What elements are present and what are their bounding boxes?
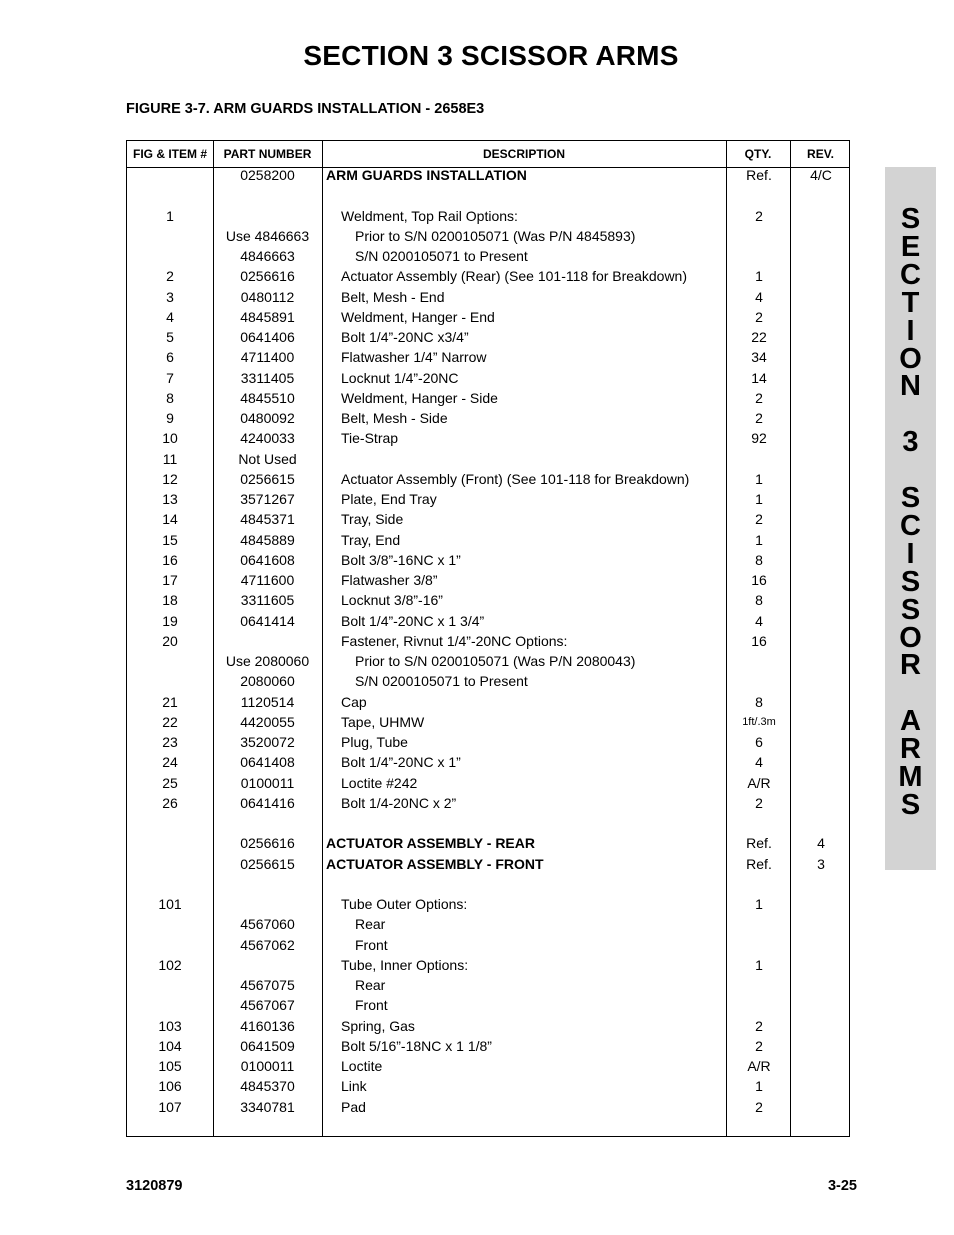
description: Bolt 5/16”-18NC x 1 1/8” (341, 1037, 492, 1054)
item-number: 5 (166, 329, 174, 345)
description: Front (355, 936, 388, 953)
part-number: 3311405 (240, 369, 295, 386)
table-row (127, 692, 849, 712)
part-number: 0480112 (240, 288, 295, 305)
table-row (127, 185, 849, 205)
quantity: 6 (755, 734, 763, 750)
description: Spring, Gas (341, 1017, 415, 1034)
part-number: 0256615 (240, 855, 295, 872)
table-row (127, 935, 849, 955)
item-number: 9 (166, 410, 174, 426)
table-row (127, 651, 849, 671)
part-number: 4567062 (240, 936, 295, 953)
table-row (127, 914, 849, 934)
table-row (127, 833, 849, 853)
quantity: 2 (755, 1037, 763, 1054)
description: Rear (355, 977, 386, 993)
quantity: 4 (755, 612, 763, 629)
page-number: 3-25 (827, 1178, 857, 1194)
section-title: SECTION 3 SCISSOR ARMS (303, 40, 679, 71)
item-number: 3 (166, 288, 174, 305)
side-tab-letter: C (900, 258, 921, 291)
description: Bolt 1/4-20NC x 2” (341, 794, 457, 811)
revision: 4 (817, 835, 825, 852)
quantity: 1ft/.3m (742, 715, 776, 728)
table-row (127, 793, 849, 813)
part-number: 0256615 (240, 470, 295, 487)
parts-table (126, 140, 850, 1137)
quantity: 16 (751, 632, 767, 649)
quantity: 4 (755, 754, 763, 771)
description: Locknut 1/4”-20NC (341, 369, 459, 386)
description: Actuator Assembly (Rear) (See 101-118 for Breakdown) (341, 268, 688, 285)
description: Pad (341, 1098, 366, 1115)
item-number: 10 (162, 430, 178, 447)
quantity: 2 (755, 1098, 763, 1115)
quantity: 14 (751, 369, 767, 386)
description: Tube, Inner Options: (341, 956, 469, 973)
side-tab-letter: R (900, 733, 921, 766)
side-tab-letter: S (900, 565, 921, 598)
part-number: 0256616 (240, 835, 295, 852)
item-number: 8 (166, 389, 174, 406)
quantity: 92 (751, 430, 767, 447)
item-number: 21 (162, 693, 178, 710)
part-number: Not Used (238, 450, 297, 467)
item-number: 13 (162, 491, 178, 507)
item-number: 25 (162, 774, 178, 791)
description: ACTUATOR ASSEMBLY - REAR (326, 835, 535, 852)
revision: 3 (817, 855, 825, 872)
description: Bolt 3/8”-16NC x 1” (341, 551, 461, 568)
side-tab-letter: S (900, 593, 921, 626)
item-number: 1 (166, 207, 174, 224)
item-number: 105 (158, 1058, 182, 1074)
item-number: 20 (162, 632, 178, 649)
part-number: 0641509 (240, 1037, 295, 1054)
part-number: 4711400 (240, 349, 295, 366)
description: Bolt 1/4”-20NC x 1 3/4” (341, 612, 485, 629)
description: Flatwasher 3/8” (341, 572, 438, 588)
description: ARM GUARDS INSTALLATION (326, 167, 527, 183)
description: Plug, Tube (341, 734, 408, 750)
part-number: 2080060 (240, 673, 295, 690)
table-row (127, 1016, 849, 1036)
part-number: 4845371 (240, 511, 295, 528)
side-tab-letter: S (900, 203, 921, 235)
quantity: 1 (755, 956, 763, 973)
description: Loctite (341, 1058, 383, 1074)
figure-title: FIGURE 3-7. ARM GUARDS INSTALLATION - 2658E3 (126, 101, 485, 117)
side-tab-letter: S (900, 482, 921, 514)
item-number: 26 (162, 794, 178, 811)
description: Flatwasher 1/4” Narrow (341, 349, 487, 366)
table-row (127, 1056, 849, 1076)
description: Belt, Mesh - End (341, 288, 445, 305)
table-row (127, 206, 849, 226)
quantity: 8 (755, 693, 763, 710)
part-number: 0641414 (240, 612, 295, 629)
table-row (127, 752, 849, 772)
side-tab-letter: N (900, 370, 921, 403)
description: Weldment, Hanger - End (341, 308, 495, 325)
item-number: 7 (166, 369, 174, 386)
part-number: Use 4846663 (225, 227, 310, 244)
quantity: 2 (755, 410, 763, 426)
part-number: 4845510 (240, 389, 295, 406)
table-row (127, 570, 849, 590)
description: Prior to S/N 0200105071 (Was P/N 2080043) (355, 653, 636, 669)
quantity: Ref. (746, 855, 772, 872)
description: Weldment, Hanger - Side (341, 389, 498, 406)
quantity: A/R (747, 774, 771, 791)
description: Actuator Assembly (Front) (See 101-118 for Breakdown) (341, 470, 690, 487)
header-description: DESCRIPTION (482, 147, 565, 161)
part-number: 4711600 (240, 572, 295, 588)
part-number: 0100011 (240, 774, 295, 791)
part-number: 0258200 (240, 167, 295, 183)
item-number: 4 (166, 308, 174, 325)
table-row (127, 550, 849, 570)
side-tab-letter: 3 (902, 426, 919, 459)
side-tab-letter: T (901, 286, 920, 319)
quantity: A/R (747, 1058, 771, 1074)
description: Tie-Strap (341, 430, 399, 447)
side-tab-letter: I (906, 537, 915, 570)
table-row (127, 975, 849, 995)
description: Plate, End Tray (341, 491, 437, 507)
table-row (127, 590, 849, 610)
part-number: Use 2080060 (225, 653, 310, 669)
side-tab-letter: C (900, 509, 921, 542)
table-row (127, 408, 849, 428)
part-number: 4567060 (240, 916, 295, 933)
part-number: 1120514 (240, 693, 295, 710)
part-number: 4160136 (240, 1017, 295, 1034)
item-number: 2 (166, 268, 174, 285)
table-row (127, 671, 849, 691)
table-row (127, 347, 849, 367)
description: Weldment, Top Rail Options: (341, 207, 518, 224)
description: ACTUATOR ASSEMBLY - FRONT (326, 855, 544, 872)
item-number: 103 (158, 1017, 182, 1034)
description: Tray, Side (341, 511, 404, 528)
quantity: Ref. (746, 167, 772, 183)
table-row (127, 509, 849, 529)
table-row (127, 631, 849, 651)
quantity: 1 (755, 896, 763, 912)
table-row (127, 894, 849, 914)
description: Rear (355, 916, 386, 933)
part-number: 0641608 (240, 551, 295, 568)
table-row (127, 854, 849, 874)
quantity: 16 (751, 572, 767, 588)
quantity: 1 (755, 470, 763, 487)
quantity: 34 (751, 349, 767, 366)
side-tab-letter: R (900, 649, 921, 682)
description: Locknut 3/8”-16” (341, 592, 443, 609)
table-row (127, 1076, 849, 1096)
part-number: 3571267 (240, 491, 295, 507)
quantity: Ref. (746, 835, 772, 852)
item-number: 6 (166, 349, 174, 366)
item-number: 102 (158, 956, 182, 973)
part-number: 0641416 (240, 794, 295, 811)
description: Belt, Mesh - Side (341, 410, 448, 426)
table-row (127, 732, 849, 752)
table-row (127, 955, 849, 975)
table-row (127, 1036, 849, 1056)
part-number: 4420055 (240, 713, 295, 730)
description: Tape, UHMW (341, 713, 425, 730)
quantity: 2 (755, 1017, 763, 1034)
part-number: 4845891 (240, 308, 295, 325)
item-number: 24 (162, 754, 178, 771)
item-number: 106 (158, 1078, 182, 1095)
table-row (127, 226, 849, 246)
part-number: 3311605 (240, 592, 295, 609)
part-number: 0100011 (240, 1058, 295, 1074)
table-row (127, 1097, 849, 1117)
part-number: 4845889 (240, 531, 295, 548)
item-number: 12 (162, 470, 178, 487)
side-tab-letter: O (899, 621, 922, 654)
quantity: 2 (755, 794, 763, 811)
description: Loctite #242 (341, 774, 418, 791)
part-number: 4845370 (240, 1078, 295, 1095)
item-number: 16 (162, 551, 178, 568)
side-tab-letter: E (900, 230, 921, 263)
side-tab-letter: A (900, 705, 921, 738)
table-row (127, 246, 849, 266)
table-row (127, 469, 849, 489)
description: S/N 0200105071 to Present (355, 248, 528, 264)
item-number: 101 (158, 896, 182, 912)
quantity: 8 (755, 551, 763, 568)
table-row (127, 611, 849, 631)
table-row (127, 165, 849, 185)
item-number: 104 (158, 1037, 182, 1054)
description: Tray, End (341, 531, 401, 548)
description: Bolt 1/4”-20NC x 1” (341, 754, 461, 771)
part-number: 0256616 (240, 268, 295, 285)
item-number: 23 (162, 734, 178, 750)
quantity: 8 (755, 592, 763, 609)
side-tab-letter: S (900, 788, 921, 821)
part-number: 3340781 (240, 1098, 295, 1115)
quantity: 2 (755, 308, 763, 325)
description: Cap (341, 693, 367, 710)
table-row (127, 307, 849, 327)
side-tab-letter: O (899, 342, 922, 375)
item-number: 22 (162, 713, 178, 730)
table-row (127, 712, 849, 732)
table-row (127, 368, 849, 388)
quantity: 1 (755, 268, 763, 285)
item-number: 19 (162, 612, 178, 629)
item-number: 18 (162, 592, 178, 609)
quantity: 2 (755, 207, 763, 224)
table-row (127, 287, 849, 307)
header-item: FIG & ITEM # (132, 147, 207, 161)
part-number: 0480092 (240, 410, 295, 426)
part-number: 4567067 (240, 997, 295, 1014)
description: Bolt 1/4”-20NC x3/4” (341, 329, 469, 345)
table-row (127, 995, 849, 1015)
description: Link (341, 1078, 367, 1095)
description: Tube Outer Options: (341, 896, 468, 912)
part-number: 4846663 (240, 248, 295, 264)
table-row (127, 813, 849, 833)
section-side-tab (885, 167, 936, 870)
side-tab-letter: M (898, 761, 923, 793)
table-row (127, 874, 849, 894)
item-number: 17 (162, 572, 178, 588)
part-number: 0641406 (240, 329, 295, 345)
description: Prior to S/N 0200105071 (Was P/N 4845893) (355, 227, 636, 244)
quantity: 1 (755, 531, 763, 548)
description: Front (355, 997, 388, 1014)
document-number: 3120879 (126, 1178, 183, 1194)
item-number: 14 (162, 511, 178, 528)
part-number: 4567075 (240, 977, 295, 993)
table-body (127, 165, 849, 1117)
quantity: 22 (751, 329, 767, 345)
header-qty: QTY. (744, 147, 772, 161)
table-row (127, 530, 849, 550)
item-number: 107 (158, 1098, 182, 1115)
header-rev: REV. (807, 147, 834, 161)
table-row (127, 266, 849, 286)
item-number: 11 (162, 450, 178, 467)
revision: 4/C (810, 167, 832, 183)
item-number: 15 (162, 531, 178, 548)
quantity: 4 (755, 288, 763, 305)
side-tab-letter: I (906, 314, 915, 347)
part-number: 0641408 (240, 754, 295, 771)
quantity: 2 (755, 389, 763, 406)
description: Fastener, Rivnut 1/4”-20NC Options: (341, 632, 568, 649)
quantity: 2 (755, 511, 763, 528)
table-row (127, 449, 849, 469)
part-number: 4240033 (240, 430, 295, 447)
table-row (127, 428, 849, 448)
description: S/N 0200105071 to Present (355, 673, 528, 690)
table-row (127, 773, 849, 793)
quantity: 1 (755, 491, 763, 507)
part-number: 3520072 (240, 734, 295, 750)
header-part-number: PART NUMBER (223, 147, 312, 161)
quantity: 1 (755, 1078, 763, 1095)
table-row (127, 388, 849, 408)
table-row (127, 489, 849, 509)
table-row (127, 327, 849, 347)
